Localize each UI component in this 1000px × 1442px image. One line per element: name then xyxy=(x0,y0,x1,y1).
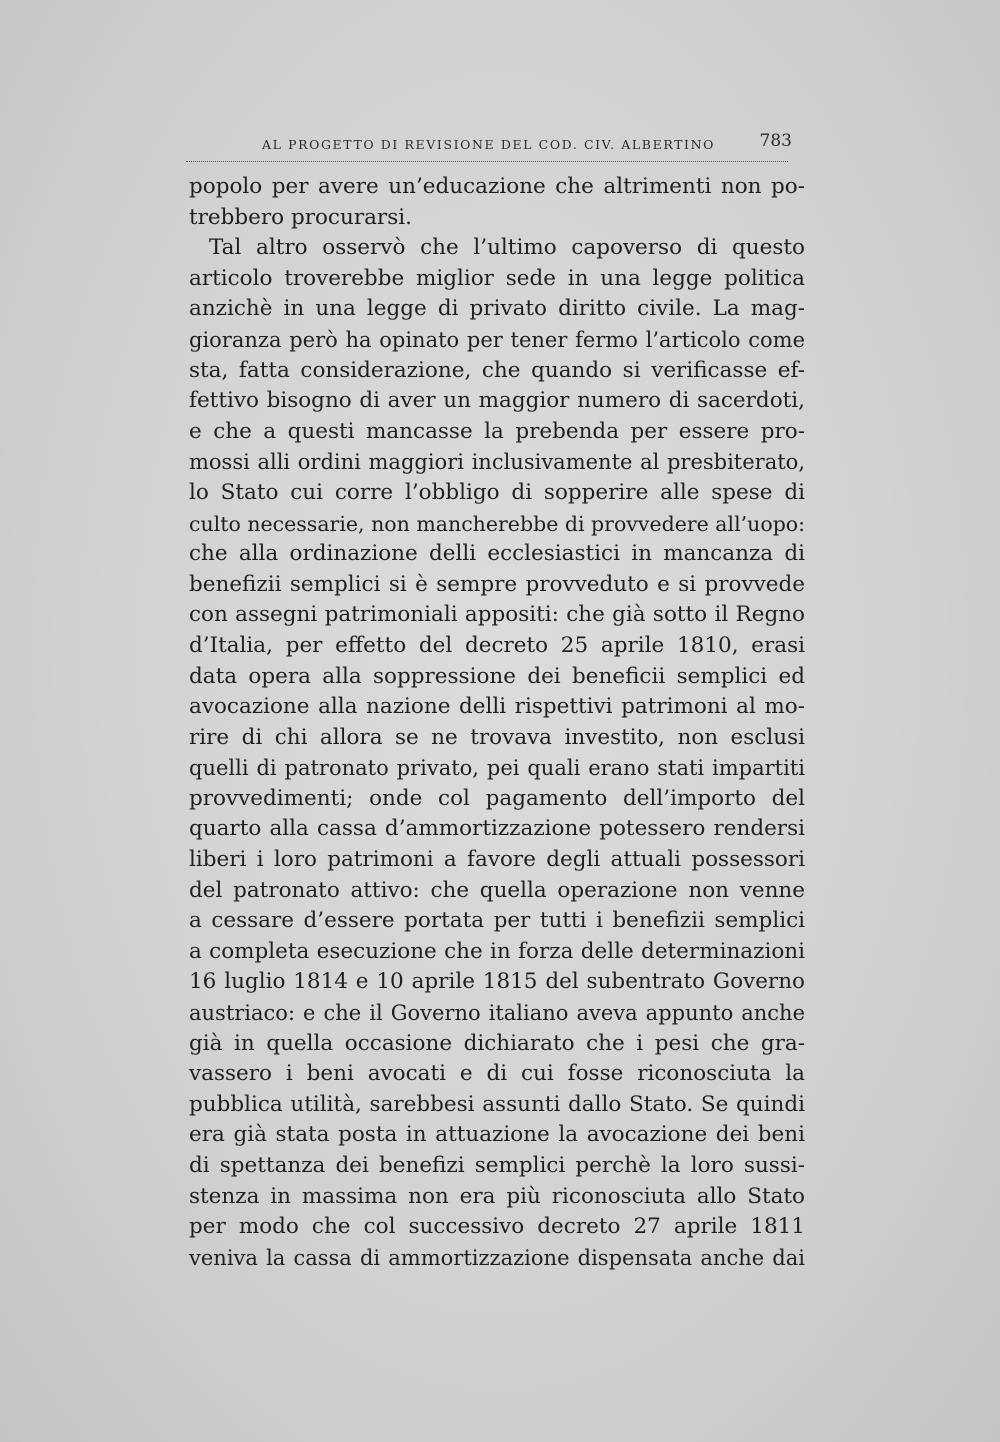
text-line: lo Stato cui corre l’obbligo di sopperire alle spese di xyxy=(189,479,805,505)
text-line: anzichè in una legge di privato diritto civile. La mag- xyxy=(189,296,805,322)
text-line: avocazione alla nazione delli rispettivi patrimoni al mo- xyxy=(189,694,805,720)
text-line: popolo per avere un’educazione che altrimenti non po- xyxy=(189,174,805,199)
text-line: di spettanza dei benefizi semplici perchè la loro sussi- xyxy=(189,1153,805,1178)
text-line: e che a questi mancasse la prebenda per essere pro- xyxy=(189,418,805,444)
text-line: d’Italia, per effetto del decreto 25 aprile 1810, erasi xyxy=(189,632,805,658)
text-line: gioranza però ha opinato per tener fermo l’articolo come xyxy=(189,327,805,352)
text-line: stenza in massima non era più riconosciuta allo Stato xyxy=(189,1183,805,1209)
text-line: Tal altro osservò che l’ultimo capoverso di questo xyxy=(209,235,805,261)
text-line: culto necessarie, non mancherebbe di provvedere all’uopo: xyxy=(189,511,806,536)
running-head xyxy=(262,131,792,161)
text-line: veniva la cassa di ammortizzazione dispensata anche dai xyxy=(189,1245,805,1270)
text-line: mossi alli ordini maggiori inclusivamente al presbiterato, xyxy=(189,450,805,475)
text-line: con assegni patrimoniali appositi: che già sotto il Regno xyxy=(189,602,805,628)
text-line: quarto alla cassa d’ammortizzazione potessero rendersi xyxy=(189,816,805,842)
text-line: rire di chi allora se ne trovava investito, non esclusi xyxy=(189,724,805,750)
text-line: sta, fatta considerazione, che quando si verificasse ef- xyxy=(189,357,805,383)
text-line: pubblica utilità, sarebbesi assunti dallo Stato. Se quindi xyxy=(189,1091,805,1117)
text-line: quelli di patronato privato, pei quali erano stati impartiti xyxy=(189,756,805,781)
text-line: articolo troverebbe miglior sede in una legge politica xyxy=(189,265,805,291)
text-line: benefizii semplici si è sempre provveduto e si provvede xyxy=(189,571,805,597)
text-line: del patronato attivo: che quella operazione non venne xyxy=(189,877,805,903)
running-title: AL PROGETTO DI REVISIONE DEL COD. CIV. ALBERTINO xyxy=(262,137,715,152)
text-line: vassero i beni avocati e di cui fosse riconosciuta la xyxy=(189,1061,805,1087)
text-line: a cessare d’essere portata per tutti i benefizii semplici xyxy=(189,908,805,934)
text-line: era già stata posta in attuazione la avocazione dei beni xyxy=(189,1122,805,1148)
text-line: per modo che col successivo decreto 27 aprile 1811 xyxy=(189,1214,805,1240)
text-line: fettivo bisogno di aver un maggior numero di sacerdoti, xyxy=(189,388,805,414)
text-line: liberi i loro patrimoni a favore degli attuali possessori xyxy=(189,847,805,873)
page-number: 783 xyxy=(759,131,792,151)
text-line: già in quella occasione dichiarato che i pesi che gra- xyxy=(189,1030,805,1056)
text-line: che alla ordinazione delli ecclesiastici in mancanza di xyxy=(189,541,805,567)
text-line: trebbero procurarsi. xyxy=(189,204,412,230)
text-line: provvedimenti; onde col pagamento dell’importo del xyxy=(189,785,805,811)
text-line: a completa esecuzione che in forza delle determinazioni xyxy=(189,938,805,964)
text-line: austriaco: e che il Governo italiano aveva appunto anche xyxy=(189,1001,805,1026)
text-line: data opera alla soppressione dei beneficii semplici ed xyxy=(189,663,805,689)
text-line: 16 luglio 1814 e 10 aprile 1815 del subentrato Governo xyxy=(189,969,805,995)
header-rule xyxy=(186,161,788,162)
body-text xyxy=(189,172,805,1273)
